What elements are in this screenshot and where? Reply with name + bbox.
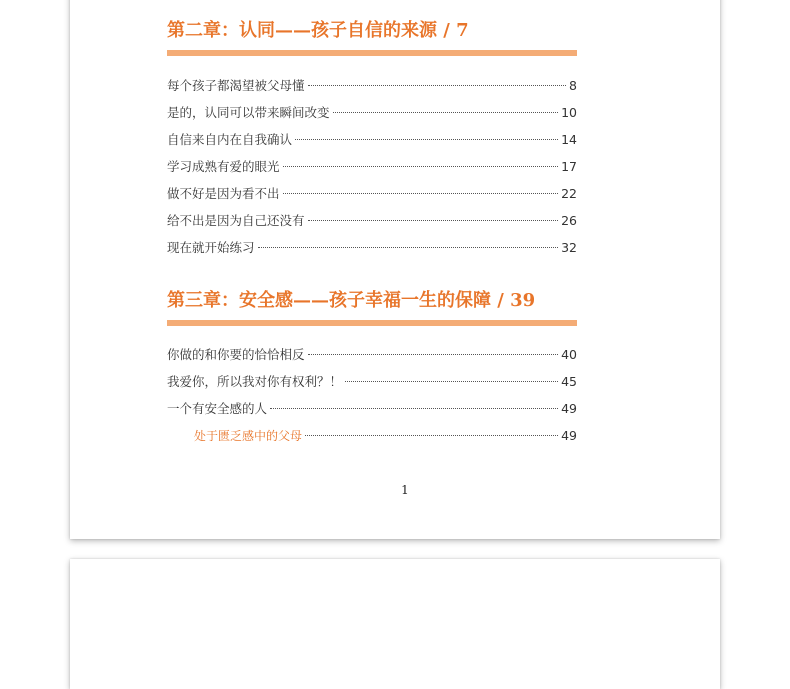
toc-entry[interactable] xyxy=(167,341,577,368)
toc-entry-page: 40 xyxy=(561,347,577,362)
toc-entry[interactable] xyxy=(167,180,577,207)
toc-subentry[interactable] xyxy=(167,422,577,449)
chapter-2-rule xyxy=(167,50,577,56)
toc-entry-page: 17 xyxy=(561,159,577,174)
toc-entry[interactable] xyxy=(167,234,577,261)
dot-leader xyxy=(305,435,558,436)
toc-entry-label: 每个孩子都渴望被父母懂 xyxy=(167,78,305,93)
toc-entry-page: 26 xyxy=(561,213,577,228)
toc-entry-page: 10 xyxy=(561,105,577,120)
toc-entry-label: 是的，认同可以带来瞬间改变 xyxy=(167,105,330,120)
toc-page xyxy=(70,0,720,539)
dot-leader xyxy=(270,408,558,409)
toc-entry[interactable] xyxy=(167,368,577,395)
toc-entry-label: 学习成熟有爱的眼光 xyxy=(167,159,280,174)
toc-entry-page: 45 xyxy=(561,374,577,389)
toc-entry-page: 49 xyxy=(561,428,577,443)
chapter-2-entries xyxy=(167,72,577,261)
dot-leader xyxy=(333,112,559,113)
next-page xyxy=(70,559,720,689)
toc-entry-page: 22 xyxy=(561,186,577,201)
dot-leader xyxy=(308,354,559,355)
toc-entry[interactable] xyxy=(167,207,577,234)
toc-entry-label: 做不好是因为看不出 xyxy=(167,186,280,201)
chapter-3-entries xyxy=(167,341,577,449)
toc-entry[interactable] xyxy=(167,126,577,153)
chapter-3-rule xyxy=(167,320,577,326)
toc-entry-page: 14 xyxy=(561,132,577,147)
toc-entry-label: 我爱你，所以我对你有权利？！ xyxy=(167,374,343,389)
toc-entry-page: 8 xyxy=(569,78,577,93)
toc-entry[interactable] xyxy=(167,72,577,99)
toc-entry-label: 处于匮乏感中的父母 xyxy=(194,429,303,443)
toc-entry-page: 32 xyxy=(561,240,577,255)
toc-entry-page: 49 xyxy=(561,401,577,416)
dot-leader xyxy=(308,85,567,86)
dot-leader xyxy=(345,381,558,382)
toc-entry-label: 一个有安全感的人 xyxy=(167,401,268,416)
chapter-2-title: 第二章：认同——孩子自信的来源 / 7 xyxy=(167,20,469,41)
dot-leader xyxy=(283,193,559,194)
toc-entry-label: 现在就开始练习 xyxy=(167,240,255,255)
toc-entry-label: 你做的和你要的恰恰相反 xyxy=(167,347,305,362)
toc-entry[interactable] xyxy=(167,395,577,422)
toc-entry-label: 给不出是因为自己还没有 xyxy=(167,213,305,228)
chapter-3-title: 第三章：安全感——孩子幸福一生的保障 / 39 xyxy=(167,290,536,311)
toc-entry-label: 自信来自内在自我确认 xyxy=(167,132,293,147)
page-number: 1 xyxy=(401,483,409,497)
toc-entry[interactable] xyxy=(167,99,577,126)
toc-entry[interactable] xyxy=(167,153,577,180)
dot-leader xyxy=(283,166,559,167)
dot-leader xyxy=(308,220,559,221)
dot-leader xyxy=(258,247,559,248)
dot-leader xyxy=(295,139,558,140)
